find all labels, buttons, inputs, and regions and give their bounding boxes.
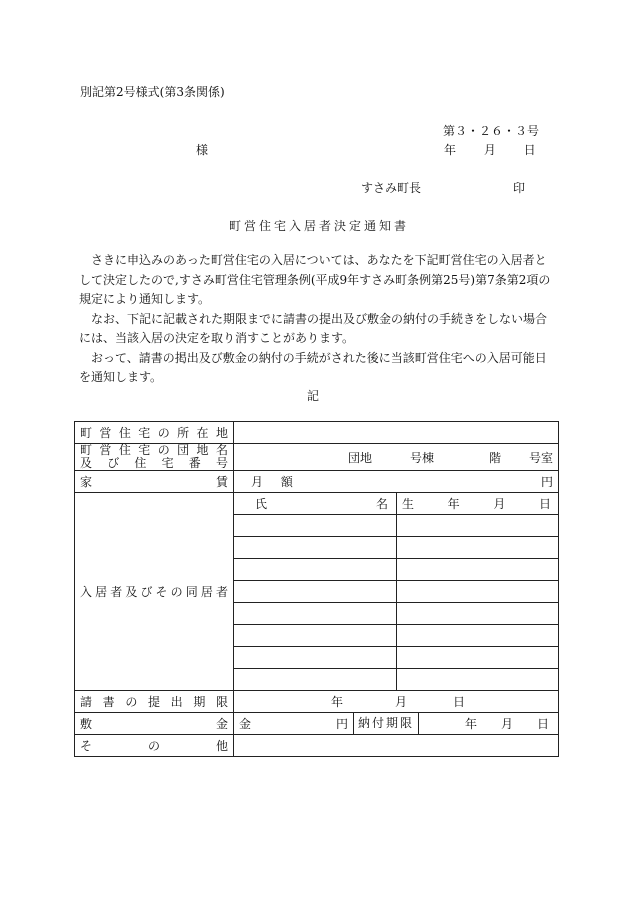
- complex-value[interactable]: [234, 444, 559, 471]
- notice-body: [79, 251, 554, 388]
- payment-day: 日: [536, 717, 549, 731]
- table-row: [75, 422, 559, 444]
- seal-mark: 印: [513, 181, 526, 195]
- complex-label-line-2: 及び住宅番号: [80, 456, 228, 470]
- pledge-deadline-value[interactable]: [234, 691, 559, 713]
- salutation: 様: [196, 143, 209, 157]
- body-paragraph: おって、請書の掲出及び敷金の納付の手続がされた後に当該町営住宅への入居可能日を通知します。: [79, 350, 547, 384]
- birth-header-item: 生: [402, 497, 415, 511]
- table-row: [75, 471, 559, 493]
- ki-heading: 記: [307, 389, 320, 403]
- table-row: [75, 735, 559, 757]
- issuer-name: すさみ町長: [361, 181, 422, 195]
- other-label: その他: [75, 735, 234, 757]
- other-value[interactable]: [234, 735, 559, 757]
- resident-name-cell[interactable]: [234, 581, 397, 603]
- complex-label-line-1: 町営住宅の団地名: [80, 443, 228, 457]
- resident-birth-cell[interactable]: [397, 581, 559, 603]
- deposit-label: 敷金: [75, 713, 234, 735]
- pledge-year: 年: [330, 695, 343, 709]
- resident-birth-cell[interactable]: [397, 603, 559, 625]
- resident-birth-cell[interactable]: [397, 647, 559, 669]
- kai-label: 階: [488, 450, 501, 465]
- payment-deadline[interactable]: [354, 713, 559, 735]
- birth-header-item: 年: [447, 497, 460, 511]
- resident-name-cell[interactable]: [234, 603, 397, 625]
- deposit-yen: 円: [335, 717, 348, 731]
- resident-name-cell[interactable]: [234, 559, 397, 581]
- resident-name-cell[interactable]: [234, 537, 397, 559]
- payment-month: 月: [500, 717, 513, 731]
- resident-name-cell[interactable]: [234, 515, 397, 537]
- document-number: 第３・２６・３号: [443, 124, 540, 138]
- rent-value[interactable]: [234, 471, 559, 493]
- housing-details-table: [74, 421, 559, 757]
- goto-label: 号棟: [409, 450, 434, 465]
- document-title: 町営住宅入居者決定通知書: [229, 219, 410, 233]
- resident-birth-cell[interactable]: [397, 625, 559, 647]
- birth-header: [397, 493, 559, 515]
- deposit-value[interactable]: [234, 713, 354, 735]
- resident-name-cell[interactable]: [234, 669, 397, 691]
- deposit-kin: 金: [239, 717, 252, 731]
- goshitsu-label: 号室: [529, 450, 554, 465]
- location-label: 町営住宅の所在地: [75, 422, 234, 444]
- rent-yen-label: 円: [541, 475, 554, 489]
- table-row: [75, 444, 559, 471]
- resident-label: 入居者及びその同居者: [75, 493, 234, 691]
- name-header-first: 氏: [255, 497, 268, 511]
- pledge-deadline-label: 請書の提出期限: [75, 691, 234, 713]
- payment-deadline-label: 納付期限: [354, 713, 419, 734]
- resident-birth-cell[interactable]: [397, 669, 559, 691]
- form-label: 別記第2号様式(第3条関係): [80, 85, 225, 99]
- resident-name-cell[interactable]: [234, 625, 397, 647]
- pledge-day: 日: [452, 695, 465, 709]
- rent-label: 家賃: [75, 471, 234, 493]
- location-value[interactable]: [234, 422, 559, 444]
- pledge-month: 月: [394, 695, 407, 709]
- birth-header-item: 日: [539, 497, 552, 511]
- danchi-label: 団地: [347, 450, 372, 465]
- table-row: [75, 713, 559, 735]
- resident-name-cell[interactable]: [234, 647, 397, 669]
- table-row: [75, 493, 559, 515]
- issue-date: 年 月 日: [444, 143, 536, 157]
- resident-birth-cell[interactable]: [397, 515, 559, 537]
- complex-label: [75, 444, 234, 471]
- payment-year: 年: [464, 717, 477, 731]
- resident-birth-cell[interactable]: [397, 537, 559, 559]
- body-paragraph: なお、下記に記載された期限までに請書の提出及び敷金の納付の手続きをしない場合には、当該入居の決定を取り消すことがあります。: [79, 311, 548, 345]
- name-header: [234, 493, 397, 515]
- birth-header-item: 月: [493, 497, 506, 511]
- monthly-label: 月 額: [251, 475, 293, 489]
- table-row: [75, 691, 559, 713]
- body-paragraph: さきに申込みのあった町営住宅の入居については、あなたを下記町営住宅の入居者として決定したので,すさみ町営住宅管理条例(平成9年すさみ町条例第25号)第7条第2項の規定により通知します。: [79, 253, 551, 306]
- name-header-second: 名: [375, 497, 388, 511]
- resident-birth-cell[interactable]: [397, 559, 559, 581]
